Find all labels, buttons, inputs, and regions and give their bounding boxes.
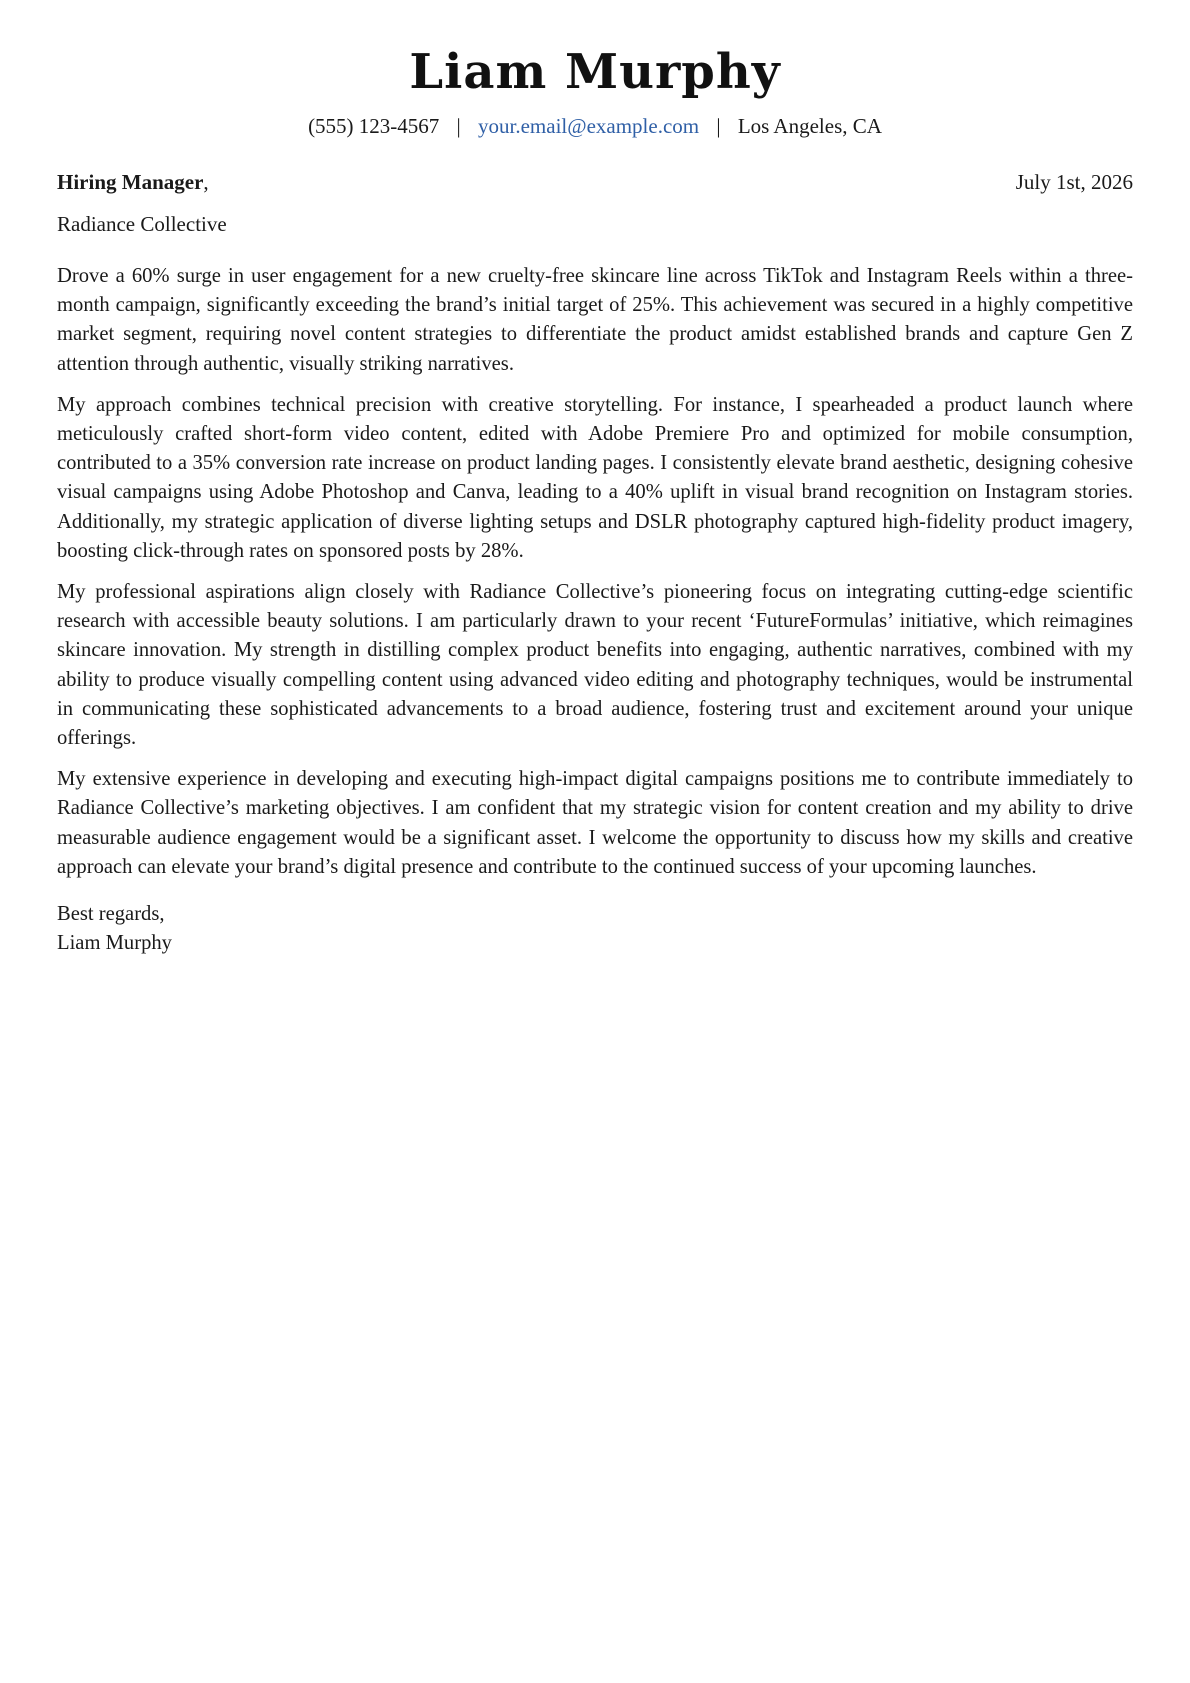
letter-body (57, 262, 1133, 882)
separator: | (716, 114, 721, 138)
email-link[interactable]: your.email@example.com (478, 114, 700, 138)
location: Los Angeles, CA (737, 114, 882, 138)
salutation-row (57, 168, 1133, 196)
signature-name: Liam Murphy (57, 932, 172, 955)
body-paragraph: Drove a 60% surge in user engagement for a new cruelty-free skincare line across TikTok and Instagram Reels within a three-month campaign, significantly exceeding the brand’s initial target of 25%. This achievement was secured in a highly competitive market segment, requiring novel content strategies to differentiate the product amidst established brands and capture Gen Z attention through authentic, visually striking narratives. (57, 265, 1133, 375)
body-paragraph: My professional aspirations align closely with Radiance Collective’s pioneering focus on integrating cutting-edge scientific research with accessible beauty solutions. I am particularly drawn to your recent ‘FutureFormulas’ initiative, which reimagines skincare innovation. My strength in distilling complex product benefits into engaging, authentic narratives, combined with my ability to produce visually compelling content using advanced video editing and photography techniques, would be instrumental in communicating these sophisticated advancements to a broad audience, fostering trust and excitement around your unique offerings. (57, 581, 1133, 750)
letter-date: July 1st, 2026 (1015, 170, 1133, 194)
phone-number: (555) 123-4567 (308, 114, 440, 138)
applicant-name: Liam Murphy (409, 44, 781, 100)
closing-phrase: Best regards, (57, 903, 165, 926)
closing-block (57, 900, 1133, 958)
recipient-line (57, 168, 209, 196)
body-paragraph: My approach combines technical precision with creative storytelling. For instance, I spearheaded a product launch where meticulously crafted short-form video content, edited with Adobe Premiere Pro and optimized for mobile consumption, contributed to a 35% conversion rate increase on product landing pages. I consistently elevate brand aesthetic, designing cohesive visual campaigns using Adobe Photoshop and Canva, leading to a 40% uplift in visual brand recognition on Instagram stories. Additionally, my strategic application of diverse lighting setups and DSLR photography captured high-fidelity product imagery, boosting click-through rates on sponsored posts by 28%. (57, 393, 1133, 562)
separator: | (456, 114, 461, 138)
company-name: Radiance Collective (57, 212, 227, 236)
recipient-title: Hiring Manager (57, 170, 204, 194)
body-paragraph: My extensive experience in developing and executing high-impact digital campaigns positions me to contribute immediately to Radiance Collective’s marketing objectives. I am confident that my strategic vision for content creation and my ability to drive measurable audience engagement would be a significant asset. I welcome the opportunity to discuss how my skills and creative approach can elevate your brand’s digital presence and contribute to the continued success of your upcoming launches. (57, 768, 1133, 878)
contact-line (57, 112, 1133, 140)
recipient-comma: , (203, 170, 209, 194)
cover-letter-page (57, 0, 1133, 958)
